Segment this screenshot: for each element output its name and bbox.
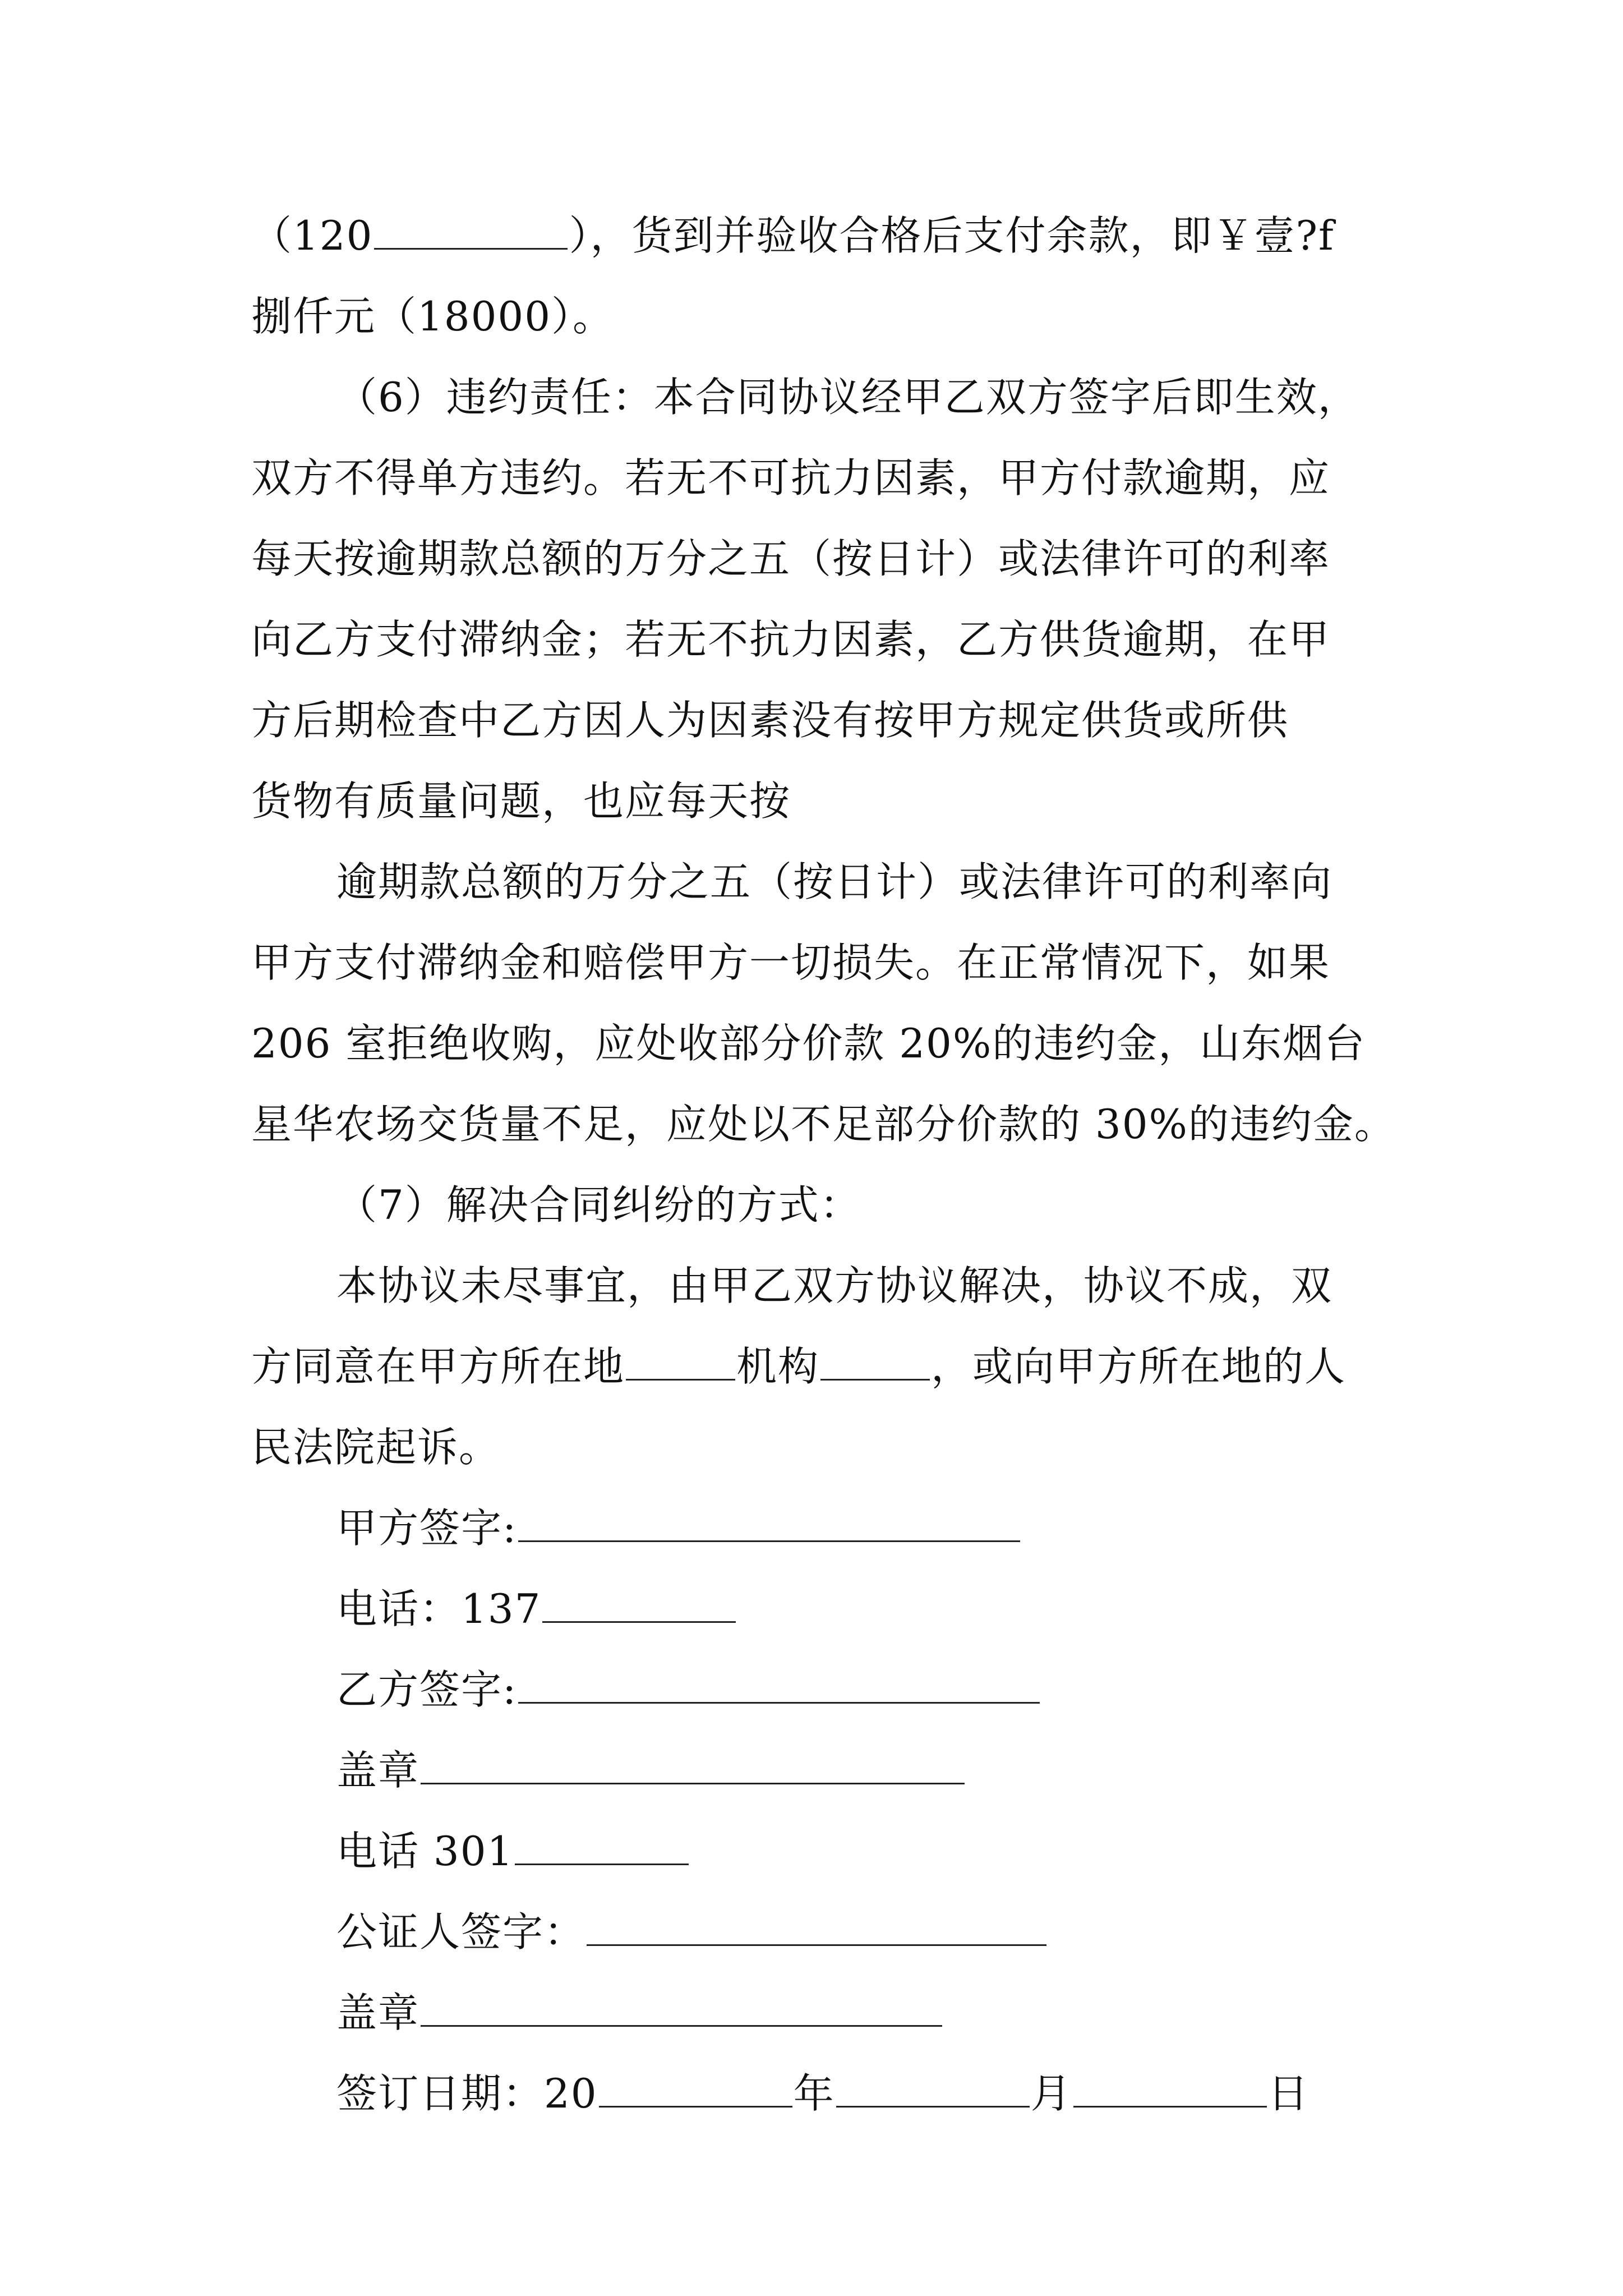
party-b-phone-label: 电话 301 bbox=[336, 1828, 514, 1875]
text-segment: 方同意在甲方所在地 bbox=[251, 1343, 625, 1390]
text-line: 每天按逾期款总额的万分之五（按日计）或法律许可的利率 bbox=[251, 535, 1331, 582]
notary-signature-field[interactable] bbox=[587, 1912, 1046, 1946]
text-line: 逾期款总额的万分之五（按日计）或法律许可的利率向 bbox=[336, 858, 1333, 905]
text-line: 星华农场交货量不足，应处以不足部分价款的 30%的违约金。 bbox=[251, 1101, 1396, 1148]
clause-7-heading: （7）解决合同纠纷的方式： bbox=[336, 1181, 861, 1228]
year-field[interactable] bbox=[599, 2073, 792, 2108]
seal-label: 盖章 bbox=[336, 1989, 420, 2036]
signing-date-row bbox=[336, 2060, 1310, 2127]
text-line: 向乙方支付滞纳金；若无不抗力因素，乙方供货逾期，在甲 bbox=[251, 616, 1331, 663]
seal-row-1 bbox=[336, 1737, 966, 1804]
seal-label: 盖章 bbox=[336, 1747, 420, 1794]
party-b-sign-label: 乙方签字: bbox=[336, 1666, 518, 1713]
party-a-sign-label: 甲方签字: bbox=[336, 1504, 518, 1552]
seal-field[interactable] bbox=[421, 1993, 942, 2027]
text-line: 双方不得单方违约。若无不可抗力因素，甲方付款逾期，应 bbox=[251, 454, 1331, 501]
seal-field[interactable] bbox=[421, 1750, 965, 1784]
fill-blank[interactable] bbox=[374, 215, 568, 250]
text-line: 货物有质量问题，也应每天按 bbox=[251, 777, 791, 825]
month-label: 月 bbox=[1030, 2070, 1072, 2117]
text-line bbox=[251, 1333, 1346, 1400]
party-a-signature-row bbox=[336, 1494, 1021, 1562]
text-segment: ，或向甲方所在地的人 bbox=[931, 1343, 1347, 1390]
clause-6-heading: （6）违约责任：本合同协议经甲乙双方签字后即生效， bbox=[336, 374, 1359, 421]
day-label: 日 bbox=[1267, 2070, 1310, 2117]
text-line: 方后期检查中乙方因人为因素没有按甲方规定供货或所供 bbox=[251, 697, 1289, 744]
text-segment: 机构 bbox=[736, 1343, 820, 1390]
notary-signature-row bbox=[336, 1898, 1048, 1966]
date-label: 签订日期：20 bbox=[336, 2070, 598, 2117]
notary-sign-label: 公证人签字： bbox=[336, 1908, 586, 1955]
fill-blank[interactable] bbox=[820, 1346, 930, 1381]
text-line: 捌仟元（18000）。 bbox=[251, 293, 615, 340]
party-a-phone-row bbox=[336, 1575, 737, 1642]
fill-blank[interactable] bbox=[626, 1346, 735, 1381]
party-a-phone-label: 电话：137 bbox=[336, 1585, 542, 1632]
text-line: 民法院起诉。 bbox=[251, 1424, 501, 1471]
party-b-phone-row bbox=[336, 1818, 690, 1885]
party-b-signature-field[interactable] bbox=[518, 1669, 1040, 1704]
text-line bbox=[251, 202, 1335, 269]
text-line: 甲方支付滞纳金和赔偿甲方一切损失。在正常情况下，如果 bbox=[251, 939, 1331, 986]
party-b-phone-field[interactable] bbox=[515, 1831, 689, 1865]
party-a-phone-field[interactable] bbox=[542, 1589, 736, 1623]
month-field[interactable] bbox=[836, 2073, 1030, 2108]
text-line: 本协议未尽事宜，由甲乙双方协议解决，协议不成，双 bbox=[336, 1262, 1333, 1309]
party-b-signature-row bbox=[336, 1656, 1041, 1723]
text-line: 206 室拒绝收购，应处收部分价款 20%的违约金，山东烟台 bbox=[251, 1020, 1366, 1067]
year-label: 年 bbox=[793, 2070, 835, 2117]
text-segment: （120 bbox=[251, 212, 374, 259]
day-field[interactable] bbox=[1073, 2073, 1267, 2108]
text-segment: ），货到并验收合格后支付余款，即￥壹?f bbox=[569, 212, 1335, 259]
seal-row-2 bbox=[336, 1979, 943, 2046]
party-a-signature-field[interactable] bbox=[518, 1508, 1020, 1542]
